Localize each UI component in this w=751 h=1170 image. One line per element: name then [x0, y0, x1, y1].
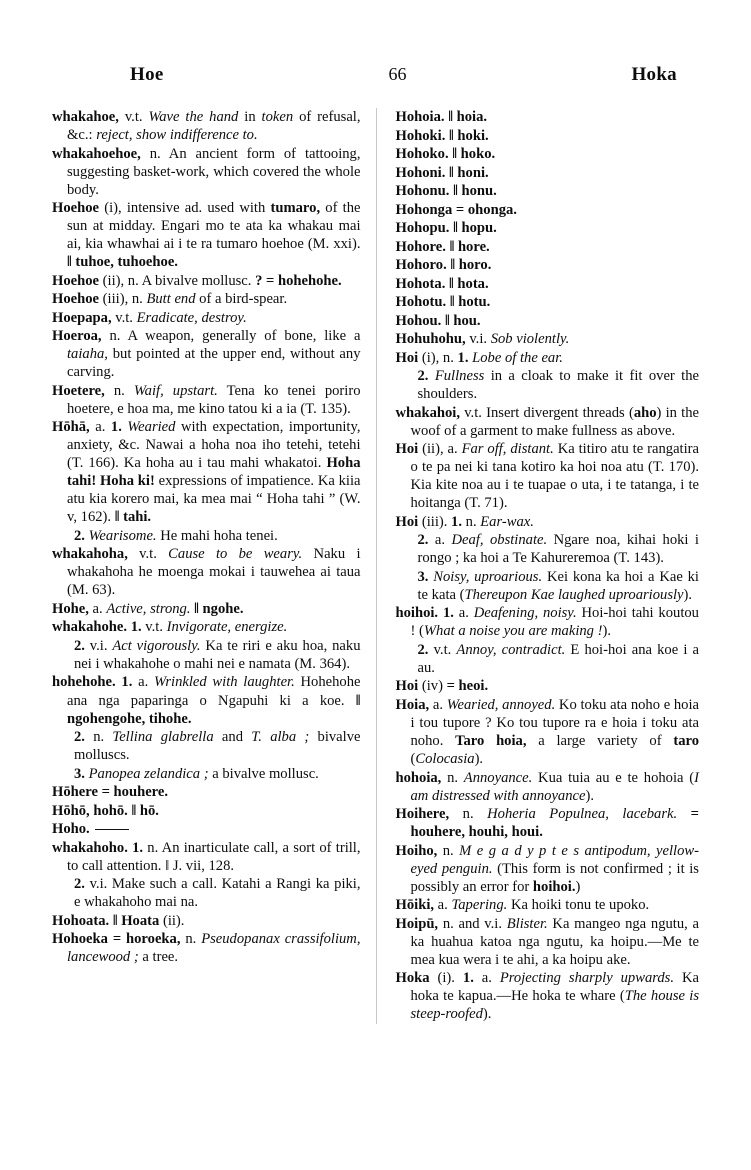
dictionary-entry: Hohoata. ‖ Hoata (ii). [52, 912, 185, 929]
dictionary-entry: 2. v.t. Annoy, contradict. E hoi-hoi ana koe i a au. [417, 641, 699, 676]
dictionary-entry: Hoehoe (i), intensive ad. used with tumaro, of the sun at midday. Engari mo te ata ka whakau mai ai, kia whawhai ai i te ra tumaro hoehoe (M. xxi). ‖ tuhoe, tuhoehoe. [52, 200, 361, 271]
dictionary-entry: Hoetere, n. Waif, upstart. Tena ko tenei poriro hoetere, e hoa ma, me kino tatou ki a ia (T. 135). [52, 382, 361, 417]
dictionary-entry: 2. n. Tellina glabrella and T. alba ; bivalve molluscs. [74, 729, 361, 764]
dictionary-entry: Hoi (ii), a. Far off, distant. Ka titiro atu te rangatira o te pa nei ki tana kotiro ka hoi noa atu (T. 170). Kia kite noa au i te tuapae o uta, i te tatanga, i te hoitanga (T. 71). [395, 441, 699, 512]
dictionary-entry: Hohota. ‖ hota. [395, 275, 489, 292]
dictionary-entry: Hōiki, a. Tapering. Ka hoiki tonu te upoko. [395, 897, 650, 914]
dictionary-entry: Hohoeka = horoeka, n. Pseudopanax crassifolium, lancewood ; a tree. [52, 931, 361, 966]
dictionary-entry: whakahoha, v.t. Cause to be weary. Naku i whakahoha he moenga mokai i tauwehea ai taua (M. 63). [52, 546, 361, 599]
dictionary-entry: hoihoi. 1. a. Deafening, noisy. Hoi-hoi tahi koutou ! (What a noise you are making !). [395, 605, 699, 640]
dictionary-entry: Hoeroa, n. A weapon, generally of bone, like a taiaha, but pointed at the upper end, without any carving. [52, 328, 361, 381]
dictionary-entry: Hohonga = ohonga. [395, 201, 517, 218]
dictionary-entry: Hōhā, a. 1. Wearied with expectation, importunity, anxiety, &c. Nawai a hoha noa iho tetehi, tetehi (T. 166). Ka hoha au i tau mahi whakatoi. Hoha tahi! Hoha ki! expressions of impatience. Ka kiia atu kia korero mai, ka mea mai “ Hoha tahi ” (W. v, 162). ‖ tahi. [52, 419, 361, 526]
dictionary-entry: Hohou. ‖ hou. [395, 312, 481, 329]
dictionary-entry: Hoiho, n. M e g a d y p t e s antipodum, yellow-eyed penguin. (This form is not confirmed ; it is possibly an error for hoihoi.) [395, 842, 699, 895]
dictionary-entry: hohehohe. 1. a. Wrinkled with laughter. Hohehohe ana nga paparinga o Ngapuhi ki a koe. ‖ ngohengohe, tihohe. [52, 674, 361, 727]
left-column [52, 108, 376, 1024]
running-head-right: Hoka [631, 64, 677, 85]
dictionary-entry: Hohopu. ‖ hopu. [395, 220, 497, 237]
dictionary-entry: Hoehoe (iii), n. Butt end of a bird-spear. [52, 291, 288, 308]
dictionary-entry: Hōhere = houhere. [52, 784, 169, 801]
dictionary-entry: whakahohe. 1. v.t. Invigorate, energize. [52, 619, 288, 636]
dictionary-entry: 3. Noisy, uproarious. Kei kona ka hoi a Kae ki te kata (Thereupon Kae laughed uproariously). [417, 568, 699, 603]
dictionary-entry: 2. v.i. Act vigorously. Ka te riri e aku hoa, naku nei i whakahohe o mahi nei e namata (M. 364). [74, 637, 361, 672]
dictionary-entry: Hohe, a. Active, strong. ‖ ngohe. [52, 600, 244, 617]
dictionary-entry: 2. v.i. Make such a call. Katahi a Rangi ka piki, e whakahoho mai na. [74, 876, 361, 911]
dictionary-entry: Hoi (i), n. 1. Lobe of the ear. [395, 349, 563, 366]
running-head [52, 64, 699, 86]
dictionary-entry: Hohoia. ‖ hoia. [395, 109, 488, 125]
dictionary-entry: Hoka (i). 1. a. Projecting sharply upwards. Ka hoka te kapua.—He hoka te whare (The house is steep-roofed). [395, 970, 700, 1023]
dictionary-entry: Hohoni. ‖ honi. [395, 164, 489, 181]
right-column [376, 108, 700, 1024]
dictionary-entry: Hohoki. ‖ hoki. [395, 127, 489, 144]
dictionary-entry: Hoi (iii). 1. n. Ear-wax. [395, 513, 534, 530]
columns-wrapper [52, 108, 699, 1024]
dictionary-entry: whakahoho. 1. n. An inarticulate call, a sort of trill, to call attention. ‖ J. vii, 128. [52, 839, 361, 874]
dictionary-entry: Hoia, a. Wearied, annoyed. Ko toku ata noho e hoia i tou tupore ? Ko tou tupore ra e hoia i toku ata noho. Taro hoia, a large variety of taro (Colocasia). [395, 697, 700, 768]
dictionary-entry: Hoipū, n. and v.i. Blister. Ka mangeo nga ngutu, a ka huahua katoa nga ngutu, ka hoipu.—Me te mea kua wera i te ahi, a ka hoipu ake. [395, 915, 699, 968]
dictionary-entry: 2. Wearisome. He mahi hoha tenei. [74, 527, 278, 544]
dictionary-entry: whakahoi, v.t. Insert divergent threads (aho) in the woof of a garment to make fullness as above. [395, 404, 699, 439]
running-head-left: Hoe [130, 64, 164, 85]
dictionary-entry: Hoho. [52, 820, 361, 838]
dictionary-entry: hohoia, n. Annoyance. Kua tuia au e te hohoia (I am distressed with annoyance). [395, 769, 699, 804]
dictionary-entry: whakahoe, v.t. Wave the hand in token of refusal, &c.: reject, show indifference to. [52, 109, 361, 144]
dictionary-entry: Hohuhohu, v.i. Sob violently. [395, 331, 570, 348]
dictionary-entry: Hoi (iv) = heoi. [395, 678, 489, 695]
dictionary-entry: Hoepapa, v.t. Eradicate, destroy. [52, 309, 247, 326]
dictionary-entry: Hohore. ‖ hore. [395, 238, 490, 255]
dictionary-entry: 3. Panopea zelandica ; a bivalve mollusc. [74, 765, 319, 782]
dictionary-entry: 2. a. Deaf, obstinate. Ngare noa, kihai hoki i rongo ; ka hoi a Te Kahureremoa (T. 143). [417, 532, 699, 567]
dictionary-entry: Hohoko. ‖ hoko. [395, 146, 496, 163]
page-number: 66 [388, 64, 407, 84]
dictionary-entry: 2. Fullness in a cloak to make it fit over the shoulders. [417, 368, 699, 403]
dictionary-entry: Hoihere, n. Hoheria Populnea, lacebark. = houhere, houhi, houi. [395, 806, 699, 841]
dictionary-entry: whakahoehoe, n. An ancient form of tattooing, suggesting basket-work, which covered the whole body. [52, 145, 361, 198]
dictionary-entry: Hoehoe (ii), n. A bivalve mollusc. ? = hohehohe. [52, 272, 342, 289]
dictionary-entry: Hohoro. ‖ horo. [395, 257, 492, 274]
dictionary-entry: Hohotu. ‖ hotu. [395, 294, 491, 311]
dictionary-entry: Hohonu. ‖ honu. [395, 183, 497, 200]
dictionary-entry: Hōhō, hohō. ‖ hō. [52, 802, 159, 819]
